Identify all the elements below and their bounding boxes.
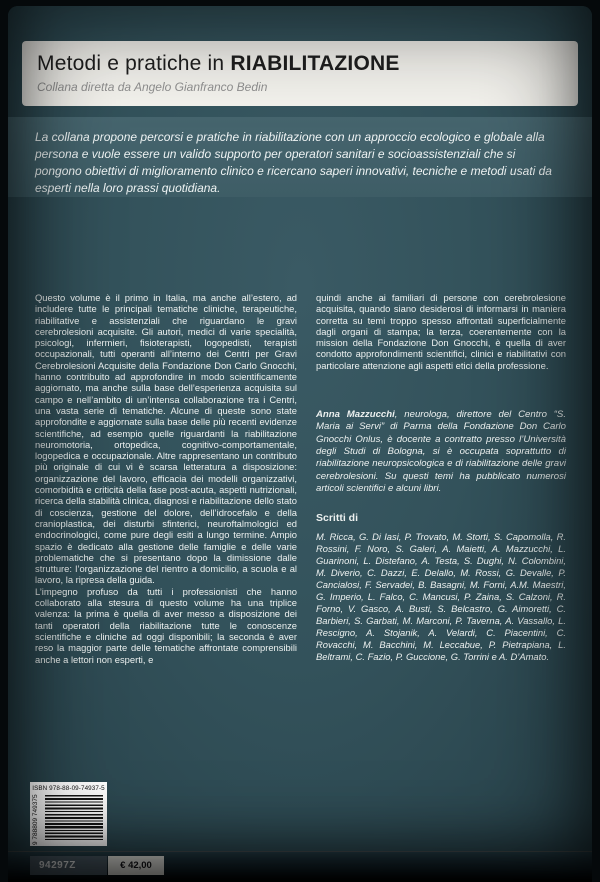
- series-blurb-text: La collana propone percorsi e pratiche in riabilitazione con un approccio ecologico e globale alla persona e vuole essere un valido supporto per operatori sanitari e socioassistenziali che si pongono obiettivi di miglioramento clinico e ricercano saperi innovativi, tecniche e metodi usati da esperti nella loro prassi quotidiana.: [35, 130, 552, 195]
- author-bio-text: , neurologa, direttore del Centro “S. Maria ai Servi” di Parma della Fondazione Don Carlo Gnocchi Onlus, è docente a contratto presso l’Università degli Studi di Bologna, si è occupata soprattutto di riabilitazione neuropsicologica e di riabilitazione delle gravi cerebrolesioni. Su questi temi ha pubblicato numerosi articoli scientifici e alcuni libri.: [316, 409, 566, 494]
- ean-barcode: [45, 795, 103, 842]
- series-title: [37, 52, 578, 76]
- series-title-bold: RIABILITAZIONE: [230, 52, 400, 75]
- isbn-barcode-box: [30, 782, 107, 846]
- catalog-code-badge: 94297Z: [30, 856, 107, 875]
- body-column-right: [316, 292, 566, 663]
- price-badge: € 42,00: [108, 856, 164, 875]
- series-editor-subtitle: Collana diretta da Angelo Gianfranco Bedin: [37, 80, 268, 94]
- contributors-list: M. Ricca, G. Di Iasi, P. Trovato, M. Storti, S. Capomolla, R. Rossini, F. Noro, S. Galeri, A. Maietti, A. Mazzucchi, L. Guarinoni, L. Distefano, A. Testa, S. Dughi, N. Colombini, M. Diverio, C. Dazzi, E. Delallo, M. Rossi, G. Devalle, P. Cancialosi, F. Servadei, B. Basagni, M. Forni, A.M. Maestri, G. Imperio, L. Falco, C. Mancusi, P. Zaina, S. Calzoni, R. Forno, V. Gasco, A. Busti, S. Belcastro, G. Aimoretti, C. Barbieri, S. Garbati, M. Marconi, P. Taverna, A. Vassallo, L. Rescigno, A. Stojanik, A. Velardi, C. Piacentini, C. Rovacchi, M. Bacchini, M. Leccabue, P. Pietrapiana, L. Beltrami, C. Fazio, P. Guccione, G. Torrini e A. D’Amato.: [316, 531, 566, 663]
- author-bio-name: Anna Mazzucchi: [316, 409, 395, 421]
- series-header-panel: [22, 41, 578, 106]
- isbn-label: ISBN 978-88-09-74937-5: [32, 785, 105, 792]
- contributors-heading: Scritti di: [316, 512, 359, 525]
- author-bio: [316, 409, 566, 495]
- body-column-left: [35, 292, 297, 665]
- series-blurb-band: [8, 117, 592, 197]
- bottom-strip: [8, 851, 592, 882]
- series-title-regular: Metodi e pratiche in: [37, 52, 225, 75]
- body-paragraph-3: quindi anche ai familiari di persone con cerebrolesione acquisita, quando siano desiderosi di informarsi in maniera corretta su temi troppo spesso affrontati superficialmente dagli organi di stampa; la terza, coerentemente con la mission della Fondazione Don Gnocchi, è quella di aver condotto approfondimenti scientifici, clinici e riabilitativi con particolare attenzione agli aspetti etici della professione.: [316, 292, 566, 371]
- body-paragraph-2: L’impegno profuso da tutti i professionisti che hanno collaborato alla stesura di questo volume ha una triplice valenza: la prima è quella di aver messo a disposizione dei tanti operatori della riabilitazione tutte le conoscenze scientifiche e cliniche ad oggi disponibili; la seconda è aver reso la maggior parte delle tematiche affrontate comprensibili anche a lettori non esperti, e: [35, 585, 297, 665]
- body-paragraph-1: Questo volume è il primo in Italia, ma anche all’estero, ad includere tutte le principali tematiche cliniche, terapeutiche, riabilitative e assistenziali che riguardano le gravi cerebrolesioni acquisite. Gli autori, medici di varie specialità, psicologi, infermieri, fisioterapisti, logopedisti, terapisti occupazionali, tutti operanti all’interno dei Centri per Gravi Cerebrolesioni Acquisite della Fondazione Don Carlo Gnocchi, hanno contribuito ad approfondire in modo scientificamente aggiornato, ma anche sulla base dell’esperienza acquisita sul campo e nell’ambito di un’intensa collaborazione tra i Centri, una vasta serie di tematiche. Alcune di queste sono state approfondite e aggiornate sulla base delle più recenti evidenze scientifiche, ad esempio quelle riguardanti la riabilitazione neuromotoria, ortopedica, cognitivo-comportamentale, logopedica e occupazionale. Altre rappresentano un contributo più originale di cui vi è scarsa letteratura a disposizione: organizzazione del lavoro, efficacia dei modelli organizzativi, comorbidità e criticità della fase post-acuta, aspetti nutrizionali, ricerca della stabilità clinica, diagnosi e riabilitazione dello stato di coscienza, gestione del dolore, dell’idrocefalo e della cranioplastica, dei disturbi sfinterici, neuroftalmologici ed endocrinologici, come pure degli esiti a lungo termine. Ampio spazio è dedicato alla gestione delle famiglie e delle varie problematiche che si presentano dopo la dimissione dalle strutture: l’organizzazione del rientro a domicilio, a scuola e al lavoro, la ripresa della guida.: [35, 292, 297, 586]
- isbn-digits: 9 788809 749375: [32, 794, 39, 845]
